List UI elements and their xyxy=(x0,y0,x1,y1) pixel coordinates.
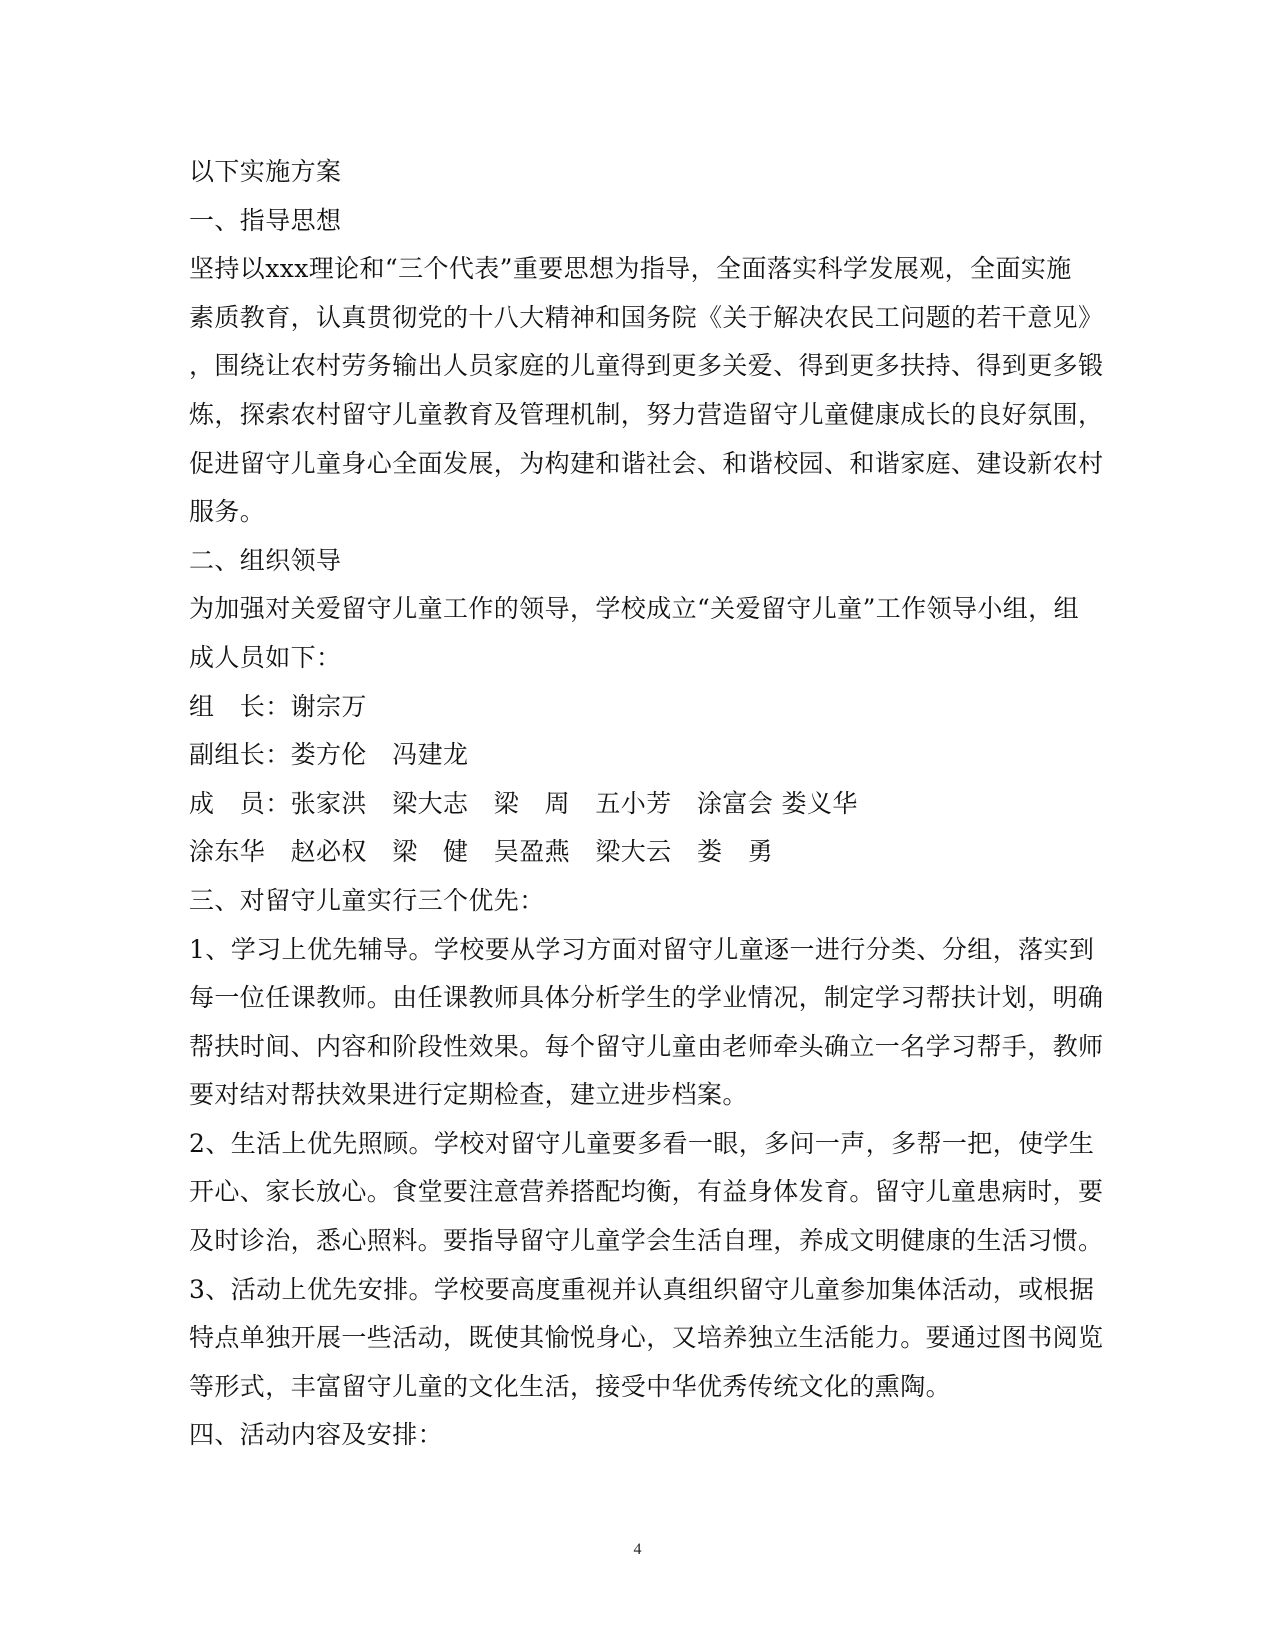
text-line: 素质教育，认真贯彻党的十八大精神和国务院《关于解决农民工问题的若干意见》 xyxy=(189,302,1104,332)
text-line: 副组长：娄方伦 冯建龙 xyxy=(189,740,469,770)
text-line: 炼，探索农村留守儿童教育及管理机制，努力营造留守儿童健康成长的良好氛围， xyxy=(189,399,1104,429)
text-line: 一、指导思想 xyxy=(189,205,342,235)
text-line: 为加强对关爱留守儿童工作的领导，学校成立“关爱留守儿童”工作领导小组，组 xyxy=(189,594,1079,624)
text-line: 1、学习上优先辅导。学校要从学习方面对留守儿童逐一进行分类、分组，落实到 xyxy=(189,934,1095,964)
text-line: 每一位任课教师。由任课教师具体分析学生的学业情况，制定学习帮扶计划，明确 xyxy=(189,983,1104,1013)
text-line: ，围绕让农村劳务输出人员家庭的儿童得到更多关爱、得到更多扶持、得到更多锻 xyxy=(189,351,1104,381)
text-line: 服务。 xyxy=(189,497,266,527)
text-line: 要对结对帮扶效果进行定期检查，建立进步档案。 xyxy=(189,1080,748,1110)
text-line: 促进留守儿童身心全面发展，为构建和谐社会、和谐校园、和谐家庭、建设新农村 xyxy=(189,448,1104,478)
text-line: 3、活动上优先安排。学校要高度重视并认真组织留守儿童参加集体活动，或根据 xyxy=(189,1274,1095,1304)
text-line: 帮扶时间、内容和阶段性效果。每个留守儿童由老师牵头确立一名学习帮手，教师 xyxy=(189,1031,1104,1061)
text-line: 涂东华 赵必权 梁 健 吴盈燕 梁大云 娄 勇 xyxy=(189,837,774,867)
text-line: 以下实施方案 xyxy=(189,157,342,186)
text-line: 成 员：张家洪 梁大志 梁 周 五小芳 涂富会 娄义华 xyxy=(189,788,858,818)
page-number: 4 xyxy=(633,1541,642,1558)
document-body xyxy=(189,148,1104,1460)
text-line: 三、对留守儿童实行三个优先： xyxy=(189,885,545,915)
text-line: 坚持以xxx理论和“三个代表”重要思想为指导，全面落实科学发展观，全面实施 xyxy=(189,254,1072,284)
text-line: 及时诊治，悉心照料。要指导留守儿童学会生活自理，养成文明健康的生活习惯。 xyxy=(189,1226,1104,1256)
text-line: 特点单独开展一些活动，既使其愉悦身心，又培养独立生活能力。要通过图书阅览 xyxy=(189,1323,1104,1353)
text-line: 2、生活上优先照顾。学校对留守儿童要多看一眼，多问一声，多帮一把，使学生 xyxy=(189,1128,1095,1158)
text-line: 成人员如下： xyxy=(189,642,342,672)
text-line: 二、组织领导 xyxy=(189,545,342,575)
text-line: 等形式，丰富留守儿童的文化生活，接受中华优秀传统文化的熏陶。 xyxy=(189,1371,952,1401)
text-line: 组 长：谢宗万 xyxy=(189,691,367,721)
text-line: 四、活动内容及安排： xyxy=(189,1420,444,1450)
text-line: 开心、家长放心。食堂要注意营养搭配均衡，有益身体发育。留守儿童患病时，要 xyxy=(189,1177,1104,1207)
